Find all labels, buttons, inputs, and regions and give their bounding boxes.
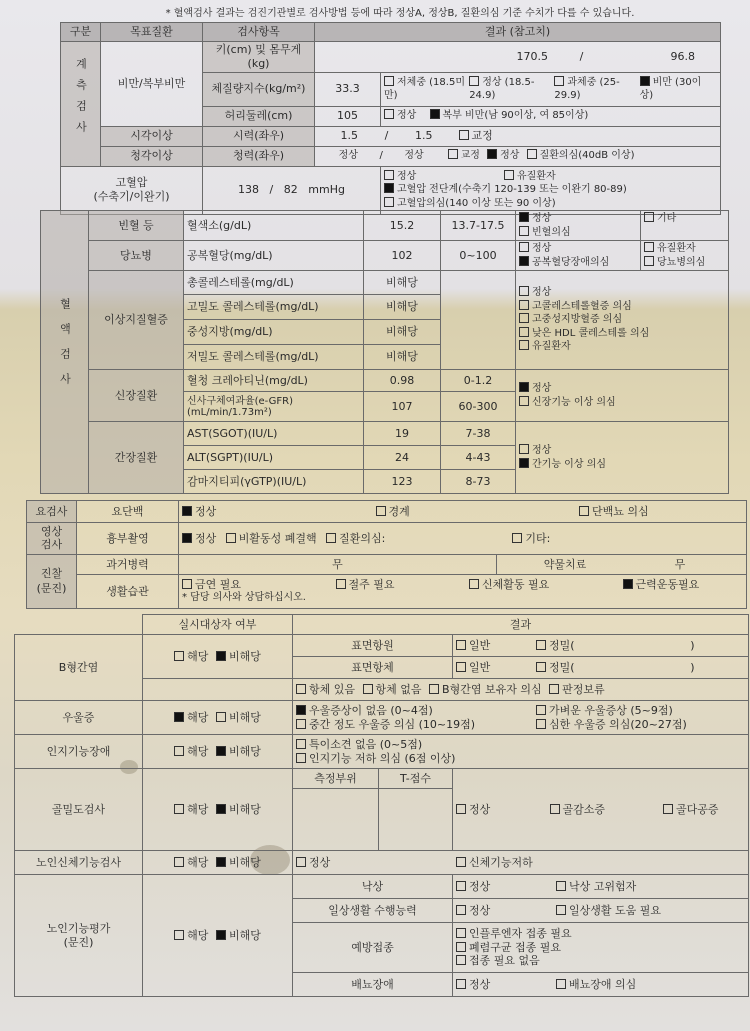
depression-label: 우울증 [15,701,143,735]
elderly-physical-label: 노인신체기능검사 [15,851,143,875]
height-weight-value: 170.5 / 96.8 [315,42,721,73]
cognitive-options: 특이소견 없음 (0~5점) 인지기능 저하 의심 (6점 이상) [293,735,749,769]
urine-item: 요단백 [77,501,179,523]
hepb-antigen-options: 일반 정밀( ) [453,635,749,657]
col-target: 실시대상자 여부 [143,615,293,635]
adl-label: 일상생활 수행능력 [293,899,453,923]
section-measurement: 계측검사 [61,42,101,167]
liver-options: 정상 간기능 이상 의심 [516,422,729,494]
waist-options: 정상 복부 비만(남 90이상, 여 85이상) [381,106,721,126]
liver-label-2: 감마지티피(γGTP)(IU/L) [184,470,364,494]
liver-label-1: ALT(SGPT)(IU/L) [184,446,364,470]
hepb-result-options: 항체 있음 항체 없음 B형간염 보유자 의심 판정보류 [293,679,749,701]
elderly-eval-target: 해당 비해당 [143,875,293,997]
elderly-eval-label: 노인기능평가 (문진) [15,875,143,997]
bone-site-value [293,789,379,851]
lipid-label-2: 중성지방(mg/dL) [184,320,364,345]
creatinine-label: 혈청 크레아티닌(mg/dL) [184,370,364,392]
target-hearing: 청각이상 [101,146,203,166]
hepb-antibody-label: 표면항체 [293,657,453,679]
liver-value-2: 123 [364,470,441,494]
target-anemia: 빈혈 등 [89,211,184,241]
image-item: 흉부촬영 [77,523,179,555]
measurement-table [60,22,721,215]
lipid-label-3: 저밀도 콜레스테롤(mg/dL) [184,345,364,370]
bone-label: 골밀도검사 [15,769,143,851]
target-obesity: 비만/복부비만 [101,42,203,127]
waist-value: 105 [315,106,381,126]
target-diabetes: 당뇨병 [89,241,184,271]
target-kidney: 신장질환 [89,370,184,422]
depression-options: 우울증상이 없음 (0~4점) 가벼운 우울증상 (5~9점) 중간 정도 우울증 의심 (10~19점) 심한 우울증 의심(20~27점) [293,701,749,735]
section-consult: 진찰 (문진) [27,555,77,609]
glucose-ref: 0~100 [441,241,516,271]
special-test-table [14,614,749,997]
hepb-label: B형간염 [15,635,143,701]
lipid-ref [441,271,516,370]
waist-label: 허리둘레(cm) [203,106,315,126]
header-item: 검사항목 [203,23,315,42]
header-result: 결과 (참고치) [315,23,721,42]
liver-ref-2: 8-73 [441,470,516,494]
vision-label: 시력(좌우) [203,126,315,146]
col-result: 결과 [293,615,749,635]
cognitive-target: 해당 비해당 [143,735,293,769]
bmi-label: 체질량지수(kg/m²) [203,72,315,106]
bp-values: 138 / 82 mmHg [203,166,381,214]
hb-options-a: 정상 빈혈의심 [516,211,641,241]
gfr-label: 신사구체여과율(e-GFR) (mL/min/1.73m²) [184,392,364,422]
depression-target: 해당 비해당 [143,701,293,735]
target-vision: 시각이상 [101,126,203,146]
hepb-antibody-options: 일반 정밀( ) [453,657,749,679]
urine-options: 정상 경계 단백뇨 의심 [179,501,747,523]
habit-label: 생활습관 [77,575,179,609]
lipid-label-1: 고밀도 콜레스테롤(mg/dL) [184,295,364,320]
meds-row: 약물치료 무 [497,555,747,575]
bone-target: 해당 비해당 [143,769,293,851]
elderly-physical-options: 정상 신체기능저하 [293,851,749,875]
creatinine-ref: 0-1.2 [441,370,516,392]
glucose-options-a: 정상 공복혈당장애의심 [516,241,641,271]
urinary-label: 배뇨장애 [293,973,453,997]
header-category: 구분 [61,23,101,42]
bone-t-label: T-점수 [379,769,453,789]
bmi-value: 33.3 [315,72,381,106]
lipid-value-2: 비해당 [364,320,441,345]
habit-options: 금연 필요 절주 필요 신체활동 필요 근력운동필요 * 담당 의사와 상담하십시오. [179,575,747,609]
creatinine-value: 0.98 [364,370,441,392]
lipid-value-3: 비해당 [364,345,441,370]
liver-ref-0: 7-38 [441,422,516,446]
section-image: 영상 검사 [27,523,77,555]
vaccine-options: 인플루엔자 접종 필요 폐렴구균 접종 필요 접종 필요 없음 [453,923,749,973]
liver-label-0: AST(SGOT)(IU/L) [184,422,364,446]
target-bp: 고혈압 (수축기/이완기) [61,166,203,214]
hearing-label: 청력(좌우) [203,146,315,166]
lipid-options: 정상 고콜레스테롤혈증 의심 고중성지방혈증 의심 낮은 HDL 콜레스테롤 의심 유질환자 [516,271,729,370]
glucose-label: 공복혈당(mg/dL) [184,241,364,271]
glucose-options-b: 유질환자 당뇨병의심 [641,241,729,271]
lipid-label-0: 총콜레스테롤(mg/dL) [184,271,364,295]
cognitive-label: 인지기능장애 [15,735,143,769]
bone-options: 정상 골감소증 골다공증 [453,769,749,851]
kidney-options: 정상 신장기능 이상 의심 [516,370,729,422]
hepb-target: 해당 비해당 [143,635,293,679]
bp-options: 정상 유질환자 고혈압 전단계(수축기 120-139 또는 이완기 80-89) 고혈압의심(140 이상 또는 90 이상) [381,166,721,214]
hb-value: 15.2 [364,211,441,241]
hb-label: 혈색소(g/dL) [184,211,364,241]
blood-table [40,210,729,494]
gfr-ref: 60-300 [441,392,516,422]
hepb-antigen-label: 표면항원 [293,635,453,657]
elderly-physical-target: 해당 비해당 [143,851,293,875]
fall-options: 정상 낙상 고위험자 [453,875,749,899]
vision-values: 1.5 / 1.5 교정 [315,126,721,146]
adl-options: 정상 일상생활 도움 필요 [453,899,749,923]
header-target: 목표질환 [101,23,203,42]
misc-table [26,500,747,609]
fall-label: 낙상 [293,875,453,899]
target-lipid: 이상지질혈증 [89,271,184,370]
liver-ref-1: 4-43 [441,446,516,470]
target-liver: 간장질환 [89,422,184,494]
bmi-options: 저체중 (18.5미만) 정상 (18.5-24.9) 과체중 (25-29.9) 비만 (30이상) [381,72,721,106]
lipid-value-0: 비해당 [364,271,441,295]
bone-t-value [379,789,453,851]
glucose-value: 102 [364,241,441,271]
section-blood: 혈액검사 [41,211,89,494]
hearing-values: 정상 / 정상 교정 정상 질환의심(40dB 이상) [315,146,721,166]
hb-ref: 13.7-17.5 [441,211,516,241]
urinary-options: 정상 배뇨장애 의심 [453,973,749,997]
bone-site-label: 측정부위 [293,769,379,789]
history-label: 과거병력 [77,555,179,575]
lipid-value-1: 비해당 [364,295,441,320]
height-weight-label: 키(cm) 및 몸무게(kg) [203,42,315,73]
liver-value-0: 19 [364,422,441,446]
gfr-value: 107 [364,392,441,422]
hb-options-b: 기타 [641,211,729,241]
liver-value-1: 24 [364,446,441,470]
vaccine-label: 예방접종 [293,923,453,973]
history-value: 무 [179,555,497,575]
section-urine: 요검사 [27,501,77,523]
notice-text: * 혈액검사 결과는 검진기관별로 검사방법 등에 따라 정상A, 정상B, 질환의심 기준 수치가 다를 수 있습니다. [165,8,635,19]
image-options: 정상 비활동성 폐결핵 질환의심: 기타: [179,523,747,555]
